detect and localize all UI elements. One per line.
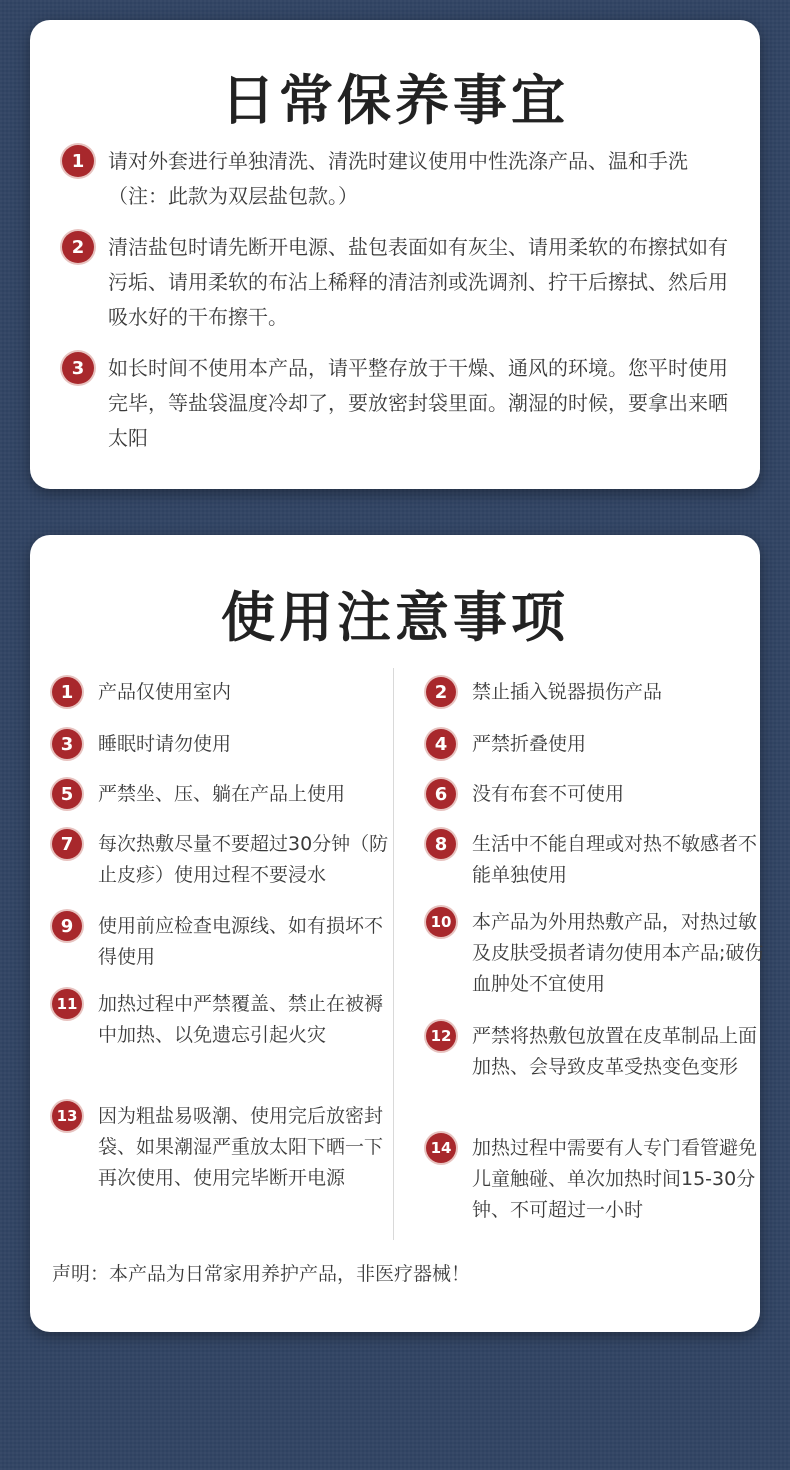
number-badge: 3 [52, 729, 82, 759]
usage-card [30, 535, 764, 1332]
usage-text: 使用前应检查电源线、如有损坏不得使用 [98, 915, 384, 968]
number-badge: 4 [426, 729, 456, 759]
column-divider [393, 668, 394, 1240]
usage-text: 睡眠时请勿使用 [98, 733, 232, 755]
usage-title: 使用注意事项 [221, 586, 569, 649]
usage-text: 严禁将热敷包放置在皮革制品上面加热、会导致皮革受热变色变形 [472, 1025, 758, 1078]
list-item [52, 677, 392, 708]
list-item [426, 1133, 766, 1226]
list-item [62, 144, 732, 214]
usage-text: 产品仅使用室内 [98, 681, 232, 703]
usage-text: 生活中不能自理或对热不敏感者不能单独使用 [472, 833, 758, 886]
list-item [426, 1021, 766, 1083]
list-item [52, 1101, 392, 1194]
usage-text: 严禁坐、压、躺在产品上使用 [98, 783, 346, 805]
number-badge: 11 [52, 989, 82, 1019]
disclaimer-statement: 声明：本产品为日常家用养护产品，非医疗器械！ [52, 1263, 471, 1285]
list-item [52, 989, 392, 1051]
care-title: 日常保养事宜 [221, 69, 569, 132]
number-badge: 6 [426, 779, 456, 809]
list-item [52, 911, 392, 973]
list-item [426, 829, 766, 891]
list-item [426, 779, 766, 810]
care-list [62, 144, 732, 456]
list-item [52, 729, 392, 760]
number-badge: 8 [426, 829, 456, 859]
usage-text: 严禁折叠使用 [472, 733, 587, 755]
list-item [426, 729, 766, 760]
usage-text: 没有布套不可使用 [472, 783, 625, 805]
number-badge: 5 [52, 779, 82, 809]
list-item [62, 351, 732, 456]
usage-text: 禁止插入锐器损伤产品 [472, 681, 663, 703]
list-item [426, 907, 766, 1000]
usage-text: 加热过程中严禁覆盖、禁止在被褥中加热、以免遗忘引起火灾 [98, 993, 384, 1046]
list-item [52, 779, 392, 810]
usage-text: 因为粗盐易吸潮、使用完后放密封袋、如果潮湿严重放太阳下晒一下再次使用、使用完毕断开电源 [98, 1105, 384, 1189]
number-badge: 1 [52, 677, 82, 707]
number-badge: 2 [426, 677, 456, 707]
number-badge: 1 [62, 145, 94, 177]
usage-text: 每次热敷尽量不要超过30分钟（防止皮疹）使用过程不要浸水 [98, 833, 389, 886]
usage-text: 加热过程中需要有人专门看管避免儿童触碰、单次加热时间15-30分钟、不可超过一小时 [472, 1137, 758, 1221]
number-badge: 7 [52, 829, 82, 859]
care-text: 请对外套进行单独清洗、清洗时建议使用中性洗涤产品、温和手洗（注：此款为双层盐包款。） [108, 149, 688, 208]
number-badge: 2 [62, 231, 94, 263]
care-text: 清洁盐包时请先断开电源、盐包表面如有灰尘、请用柔软的布擦拭如有污垢、请用柔软的布沾上稀释的清洁剂或洗调剂、拧干后擦拭、然后用吸水好的干布擦干。 [108, 235, 728, 329]
care-text: 如长时间不使用本产品，请平整存放于干燥、通风的环境。您平时使用完毕，等盐袋温度冷却了，要放密封袋里面。潮湿的时候，要拿出来晒太阳 [108, 356, 728, 450]
number-badge: 9 [52, 911, 82, 941]
number-badge: 13 [52, 1101, 82, 1131]
number-badge: 3 [62, 352, 94, 384]
usage-text: 本产品为外用热敷产品，对热过敏及皮肤受损者请勿使用本产品;破伤血肿处不宜使用 [472, 911, 764, 995]
number-badge: 12 [426, 1021, 456, 1051]
number-badge: 14 [426, 1133, 456, 1163]
care-card [30, 20, 760, 489]
list-item [62, 230, 732, 335]
number-badge: 10 [426, 907, 456, 937]
list-item [426, 677, 766, 708]
list-item [52, 829, 392, 891]
